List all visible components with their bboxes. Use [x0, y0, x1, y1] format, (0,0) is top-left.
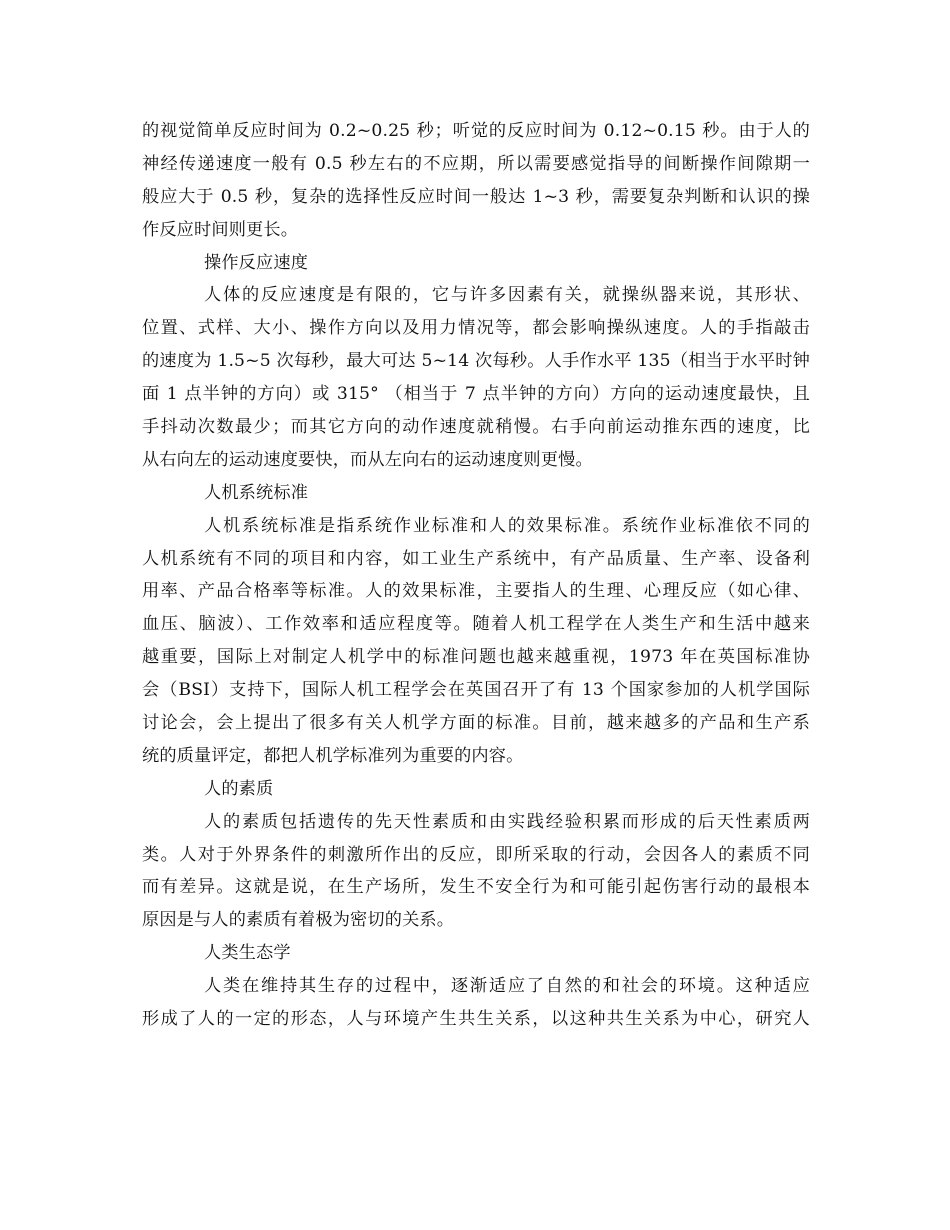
paragraph-line: 用率、产品合格率等标准。人的效果标准，主要指人的生理、心理反应（如心律、: [142, 581, 810, 602]
paragraph-line: 神经传递速度一般有 0.5 秒左右的不应期，所以需要感觉指导的间断操作间隙期一: [142, 153, 810, 174]
paragraph-line: 越重要，国际上对制定人机学中的标准问题也越来越重视，1973 年在英国标准协: [142, 647, 810, 668]
paragraph-line: 讨论会，会上提出了很多有关人机学方面的标准。目前，越来越多的产品和生产系: [142, 713, 810, 734]
paragraph-line: 类。人对于外界条件的刺激所作出的反应，即所采取的行动，会因各人的素质不同: [142, 844, 810, 865]
paragraph-last-line: 从右向左的运动速度要快，而从左向右的运动速度则更慢。: [142, 449, 593, 470]
paragraph-first-line: 人体的反应速度是有限的，它与许多因素有关，就操纵器来说，其形状、: [204, 285, 810, 306]
section-heading: 人机系统标准: [204, 482, 309, 503]
section-heading: 人的素质: [204, 778, 274, 799]
paragraph-line: 的视觉简单反应时间为 0.2~0.25 秒；听觉的反应时间为 0.12~0.15 秒。由于人的: [142, 121, 810, 141]
section-heading: 人类生态学: [204, 943, 291, 964]
paragraph-line: 会（BSI）支持下，国际人机工程学会在英国召开了有 13 个国家参加的人机学国际: [142, 680, 810, 701]
paragraph-line: 的速度为 1.5~5 次每秒，最大可达 5~14 次每秒。人手作水平 135（相当于水平时钟: [142, 351, 810, 372]
paragraph-first-line: 人类在维持其生存的过程中，逐渐适应了自然的和社会的环境。这种适应: [204, 976, 810, 997]
paragraph-line: 面 1 点半钟的方向）或 315° （相当于 7 点半钟的方向）方向的运动速度最快，且: [142, 384, 810, 405]
document-page: [142, 116, 810, 1037]
paragraph-line: 血压、脑波）、工作效率和适应程度等。随着人机工程学在人类生产和生活中越来: [142, 614, 810, 635]
paragraph-line: 手抖动次数最少；而其它方向的动作速度就稍慢。右手向前运动推东西的速度，比: [142, 417, 810, 438]
paragraph-first-line: 人机系统标准是指系统作业标准和人的效果标准。系统作业标准依不同的: [204, 515, 810, 536]
paragraph-line: 人机系统有不同的项目和内容，如工业生产系统中，有产品质量、生产率、设备利: [142, 548, 810, 569]
paragraph-line: 位置、式样、大小、操作方向以及用力情况等，都会影响操纵速度。人的手指敲击: [142, 318, 810, 339]
paragraph-line: 而有差异。这就是说，在生产场所，发生不安全行为和可能引起伤害行动的最根本: [142, 877, 810, 898]
paragraph-first-line: 人的素质包括遗传的先天性素质和由实践经验积累而形成的后天性素质两: [204, 811, 810, 832]
section-heading: 操作反应速度: [204, 252, 309, 273]
paragraph-last-line: 作反应时间则更长。: [142, 219, 299, 240]
paragraph-line: 般应大于 0.5 秒，复杂的选择性反应时间一般达 1~3 秒，需要复杂判断和认识的操: [142, 186, 810, 207]
paragraph-line: 形成了人的一定的形态，人与环境产生共生关系，以这种共生关系为中心，研究人: [142, 1009, 810, 1030]
paragraph-last-line: 原因是与人的素质有着极为密切的关系。: [142, 910, 455, 931]
paragraph-last-line: 统的质量评定，都把人机学标准列为重要的内容。: [142, 745, 524, 766]
